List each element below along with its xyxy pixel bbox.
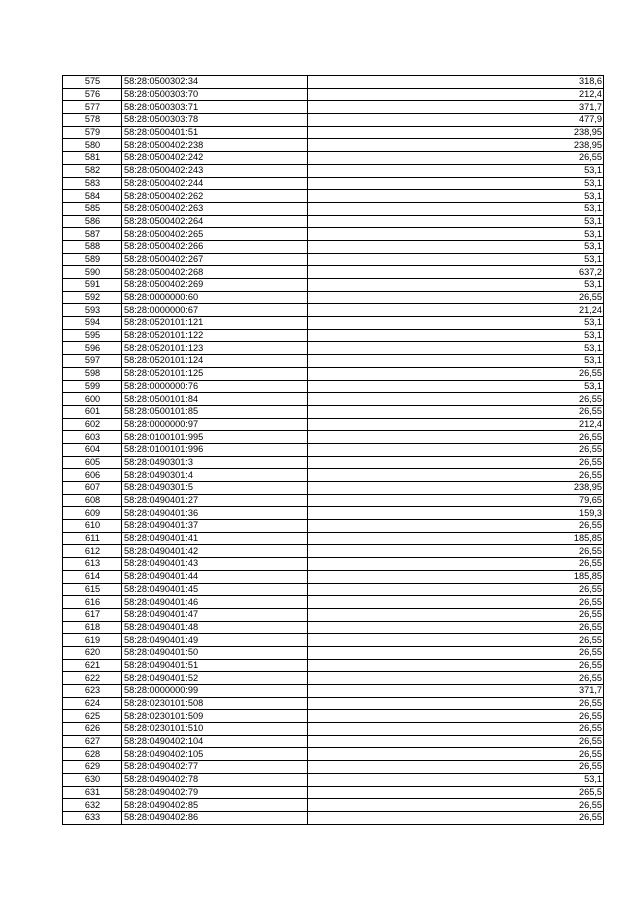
value-cell: 26,55: [308, 761, 604, 774]
row-number: 604: [63, 443, 122, 456]
row-number: 624: [63, 697, 122, 710]
table-row: [63, 469, 604, 482]
cadastral-number: 58:28:0490401:52: [122, 672, 308, 685]
cadastral-number: 58:28:0500402:268: [122, 266, 308, 279]
cadastral-number: 58:28:0490401:48: [122, 621, 308, 634]
value-cell: 26,55: [308, 469, 604, 482]
value-cell: 53,1: [308, 253, 604, 266]
row-number: 627: [63, 735, 122, 748]
value-cell: 371,7: [308, 101, 604, 114]
cadastral-number: 58:28:0000000:60: [122, 291, 308, 304]
row-number: 582: [63, 164, 122, 177]
cadastral-number: 58:28:0500402:262: [122, 190, 308, 203]
cadastral-number: 58:28:0490301:5: [122, 482, 308, 495]
cadastral-number: 58:28:0490301:4: [122, 469, 308, 482]
cadastral-number: 58:28:0490402:79: [122, 786, 308, 799]
cadastral-number: 58:28:0000000:67: [122, 304, 308, 317]
row-number: 633: [63, 811, 122, 824]
table-row: [63, 507, 604, 520]
cadastral-number: 58:28:0500303:70: [122, 88, 308, 101]
table-row: [63, 240, 604, 253]
cadastral-number: 58:28:0000000:99: [122, 685, 308, 698]
value-cell: 185,85: [308, 570, 604, 583]
row-number: 631: [63, 786, 122, 799]
table-row: [63, 443, 604, 456]
row-number: 610: [63, 520, 122, 533]
row-number: 619: [63, 634, 122, 647]
row-number: 575: [63, 76, 122, 89]
cadastral-number: 58:28:0520101:123: [122, 342, 308, 355]
row-number: 603: [63, 431, 122, 444]
table-row: [63, 253, 604, 266]
row-number: 607: [63, 482, 122, 495]
value-cell: 79,65: [308, 494, 604, 507]
cadastral-number: 58:28:0500402:263: [122, 202, 308, 215]
row-number: 584: [63, 190, 122, 203]
table-row: [63, 355, 604, 368]
value-cell: 26,55: [308, 443, 604, 456]
cadastral-number: 58:28:0500402:269: [122, 279, 308, 292]
row-number: 578: [63, 114, 122, 127]
cadastral-number: 58:28:0490401:46: [122, 596, 308, 609]
table-row: [63, 164, 604, 177]
row-number: 602: [63, 418, 122, 431]
value-cell: 21,24: [308, 304, 604, 317]
table-row: [63, 76, 604, 89]
table-row: [63, 418, 604, 431]
value-cell: 53,1: [308, 329, 604, 342]
table-row: [63, 329, 604, 342]
table-row: [63, 659, 604, 672]
cadastral-number: 58:28:0500402:264: [122, 215, 308, 228]
row-number: 576: [63, 88, 122, 101]
table-row: [63, 139, 604, 152]
table-row: [63, 634, 604, 647]
value-cell: 637,2: [308, 266, 604, 279]
table-row: [63, 393, 604, 406]
row-number: 614: [63, 570, 122, 583]
table-row: [63, 266, 604, 279]
value-cell: 26,55: [308, 811, 604, 824]
value-cell: 53,1: [308, 279, 604, 292]
table-row: [63, 672, 604, 685]
value-cell: 212,4: [308, 418, 604, 431]
table-row: [63, 494, 604, 507]
row-number: 581: [63, 152, 122, 165]
table-row: [63, 228, 604, 241]
row-number: 622: [63, 672, 122, 685]
table-row: [63, 735, 604, 748]
row-number: 609: [63, 507, 122, 520]
row-number: 597: [63, 355, 122, 368]
table-row: [63, 177, 604, 190]
table-row: [63, 761, 604, 774]
cadastral-number: 58:28:0490401:49: [122, 634, 308, 647]
table-row: [63, 291, 604, 304]
value-cell: 238,95: [308, 139, 604, 152]
cadastral-number: 58:28:0230101:510: [122, 723, 308, 736]
row-number: 588: [63, 240, 122, 253]
cadastral-number: 58:28:0520101:125: [122, 367, 308, 380]
cadastral-number: 58:28:0490402:86: [122, 811, 308, 824]
row-number: 591: [63, 279, 122, 292]
table-row: [63, 304, 604, 317]
table-row: [63, 710, 604, 723]
table-row: [63, 811, 604, 824]
cadastral-number: 58:28:0230101:508: [122, 697, 308, 710]
row-number: 598: [63, 367, 122, 380]
row-number: 587: [63, 228, 122, 241]
value-cell: 26,55: [308, 723, 604, 736]
cadastral-number: 58:28:0100101:996: [122, 443, 308, 456]
value-cell: 238,95: [308, 126, 604, 139]
cadastral-number: 58:28:0500402:266: [122, 240, 308, 253]
table-row: [63, 596, 604, 609]
table-row: [63, 723, 604, 736]
table-row: [63, 279, 604, 292]
value-cell: 26,55: [308, 456, 604, 469]
cadastral-number: 58:28:0500302:34: [122, 76, 308, 89]
row-number: 611: [63, 532, 122, 545]
value-cell: 26,55: [308, 558, 604, 571]
cadastral-number: 58:28:0000000:76: [122, 380, 308, 393]
table-row: [63, 405, 604, 418]
table-row: [63, 558, 604, 571]
row-number: 628: [63, 748, 122, 761]
value-cell: 26,55: [308, 634, 604, 647]
value-cell: 26,55: [308, 520, 604, 533]
row-number: 600: [63, 393, 122, 406]
table-row: [63, 342, 604, 355]
row-number: 606: [63, 469, 122, 482]
table-row: [63, 532, 604, 545]
row-number: 585: [63, 202, 122, 215]
table-row: [63, 583, 604, 596]
cadastral-number: 58:28:0490401:37: [122, 520, 308, 533]
cadastral-number: 58:28:0500402:242: [122, 152, 308, 165]
cadastral-number: 58:28:0100101:995: [122, 431, 308, 444]
table-row: [63, 697, 604, 710]
table-row: [63, 456, 604, 469]
cadastral-number: 58:28:0490301:3: [122, 456, 308, 469]
table-row: [63, 190, 604, 203]
value-cell: 53,1: [308, 215, 604, 228]
table-row: [63, 431, 604, 444]
cadastral-number: 58:28:0490402:85: [122, 799, 308, 812]
table-row: [63, 215, 604, 228]
cadastral-number: 58:28:0520101:121: [122, 317, 308, 330]
row-number: 590: [63, 266, 122, 279]
table-row: [63, 773, 604, 786]
row-number: 605: [63, 456, 122, 469]
table-row: [63, 367, 604, 380]
cadastral-number: 58:28:0490401:27: [122, 494, 308, 507]
cadastral-number: 58:28:0490402:77: [122, 761, 308, 774]
table-row: [63, 748, 604, 761]
cadastral-number: 58:28:0500303:71: [122, 101, 308, 114]
table-row: [63, 114, 604, 127]
value-cell: 26,55: [308, 431, 604, 444]
cadastral-number: 58:28:0000000:97: [122, 418, 308, 431]
row-number: 629: [63, 761, 122, 774]
cadastral-number: 58:28:0500402:267: [122, 253, 308, 266]
table-row: [63, 88, 604, 101]
row-number: 586: [63, 215, 122, 228]
value-cell: 26,55: [308, 583, 604, 596]
row-number: 577: [63, 101, 122, 114]
cadastral-table: [62, 75, 604, 825]
value-cell: 318,6: [308, 76, 604, 89]
value-cell: 53,1: [308, 177, 604, 190]
value-cell: 53,1: [308, 380, 604, 393]
value-cell: 238,95: [308, 482, 604, 495]
cadastral-number: 58:28:0500101:84: [122, 393, 308, 406]
row-number: 617: [63, 608, 122, 621]
table-row: [63, 570, 604, 583]
table-row: [63, 799, 604, 812]
value-cell: 53,1: [308, 342, 604, 355]
cadastral-number: 58:28:0230101:509: [122, 710, 308, 723]
table-row: [63, 126, 604, 139]
table-row: [63, 545, 604, 558]
cadastral-number: 58:28:0520101:124: [122, 355, 308, 368]
cadastral-number: 58:28:0490401:41: [122, 532, 308, 545]
cadastral-number: 58:28:0500101:85: [122, 405, 308, 418]
table-row: [63, 520, 604, 533]
cadastral-number: 58:28:0490401:42: [122, 545, 308, 558]
value-cell: 53,1: [308, 317, 604, 330]
table-row: [63, 152, 604, 165]
value-cell: 26,55: [308, 152, 604, 165]
row-number: 601: [63, 405, 122, 418]
row-number: 616: [63, 596, 122, 609]
value-cell: 26,55: [308, 799, 604, 812]
value-cell: 159,3: [308, 507, 604, 520]
value-cell: 26,55: [308, 646, 604, 659]
row-number: 593: [63, 304, 122, 317]
value-cell: 26,55: [308, 291, 604, 304]
cadastral-number: 58:28:0500401:51: [122, 126, 308, 139]
value-cell: 53,1: [308, 240, 604, 253]
value-cell: 477,9: [308, 114, 604, 127]
value-cell: 53,1: [308, 164, 604, 177]
row-number: 595: [63, 329, 122, 342]
cadastral-number: 58:28:0500402:243: [122, 164, 308, 177]
value-cell: 185,85: [308, 532, 604, 545]
table-row: [63, 101, 604, 114]
row-number: 621: [63, 659, 122, 672]
value-cell: 26,55: [308, 545, 604, 558]
value-cell: 53,1: [308, 773, 604, 786]
cadastral-number: 58:28:0490402:105: [122, 748, 308, 761]
cadastral-table-body: [63, 76, 604, 825]
row-number: 615: [63, 583, 122, 596]
table-row: [63, 202, 604, 215]
cadastral-number: 58:28:0490401:47: [122, 608, 308, 621]
value-cell: 26,55: [308, 596, 604, 609]
row-number: 579: [63, 126, 122, 139]
cadastral-number: 58:28:0500402:265: [122, 228, 308, 241]
value-cell: 26,55: [308, 748, 604, 761]
table-row: [63, 621, 604, 634]
cadastral-number: 58:28:0500402:238: [122, 139, 308, 152]
value-cell: 53,1: [308, 355, 604, 368]
row-number: 589: [63, 253, 122, 266]
row-number: 599: [63, 380, 122, 393]
value-cell: 26,55: [308, 367, 604, 380]
value-cell: 26,55: [308, 710, 604, 723]
cadastral-number: 58:28:0490401:45: [122, 583, 308, 596]
row-number: 592: [63, 291, 122, 304]
cadastral-number: 58:28:0490402:104: [122, 735, 308, 748]
table-row: [63, 646, 604, 659]
table-row: [63, 685, 604, 698]
row-number: 630: [63, 773, 122, 786]
row-number: 626: [63, 723, 122, 736]
cadastral-number: 58:28:0520101:122: [122, 329, 308, 342]
value-cell: 53,1: [308, 228, 604, 241]
cadastral-number: 58:28:0490402:78: [122, 773, 308, 786]
row-number: 620: [63, 646, 122, 659]
row-number: 618: [63, 621, 122, 634]
row-number: 625: [63, 710, 122, 723]
cadastral-number: 58:28:0490401:43: [122, 558, 308, 571]
row-number: 596: [63, 342, 122, 355]
table-row: [63, 380, 604, 393]
row-number: 594: [63, 317, 122, 330]
value-cell: 26,55: [308, 659, 604, 672]
cadastral-number: 58:28:0490401:50: [122, 646, 308, 659]
value-cell: 212,4: [308, 88, 604, 101]
cadastral-number: 58:28:0490401:44: [122, 570, 308, 583]
row-number: 632: [63, 799, 122, 812]
value-cell: 26,55: [308, 393, 604, 406]
cadastral-number: 58:28:0500303:78: [122, 114, 308, 127]
table-row: [63, 482, 604, 495]
row-number: 580: [63, 139, 122, 152]
row-number: 583: [63, 177, 122, 190]
value-cell: 26,55: [308, 672, 604, 685]
value-cell: 265,5: [308, 786, 604, 799]
row-number: 612: [63, 545, 122, 558]
value-cell: 53,1: [308, 190, 604, 203]
table-row: [63, 317, 604, 330]
value-cell: 26,55: [308, 697, 604, 710]
value-cell: 26,55: [308, 621, 604, 634]
value-cell: 26,55: [308, 735, 604, 748]
row-number: 623: [63, 685, 122, 698]
value-cell: 53,1: [308, 202, 604, 215]
cadastral-number: 58:28:0490401:51: [122, 659, 308, 672]
row-number: 608: [63, 494, 122, 507]
row-number: 613: [63, 558, 122, 571]
value-cell: 26,55: [308, 405, 604, 418]
table-row: [63, 786, 604, 799]
value-cell: 26,55: [308, 608, 604, 621]
table-row: [63, 608, 604, 621]
value-cell: 371,7: [308, 685, 604, 698]
cadastral-number: 58:28:0500402:244: [122, 177, 308, 190]
cadastral-number: 58:28:0490401:36: [122, 507, 308, 520]
